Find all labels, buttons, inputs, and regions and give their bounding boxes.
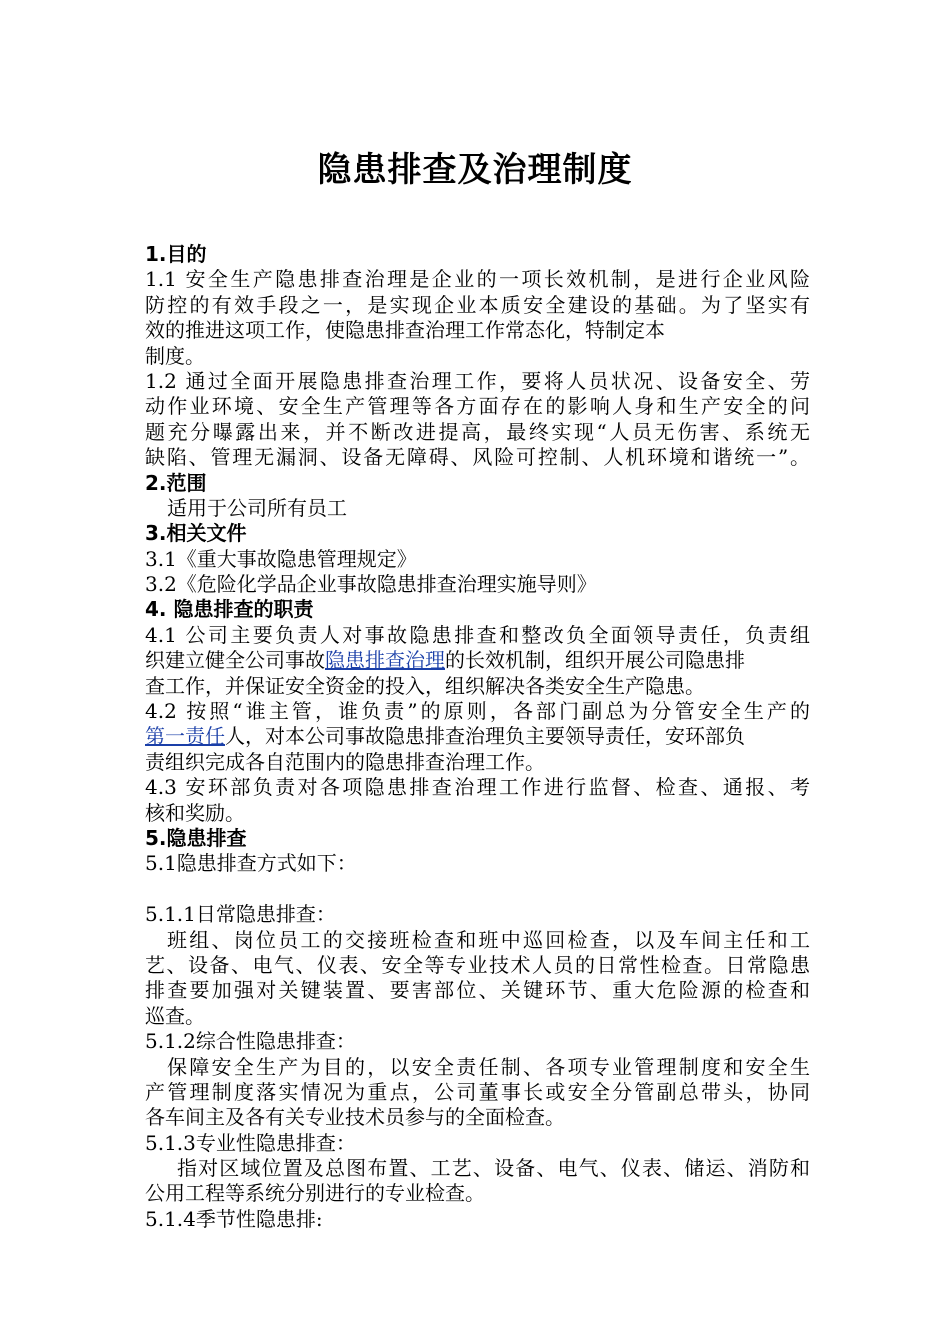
section-heading-related-docs: 3.相关文件 [145, 521, 247, 546]
paragraph-line [145, 724, 810, 749]
paragraph-line: 3.1《重大事故隐患管理规定》 [145, 546, 417, 571]
paragraph-line: 公用工程等系统分别进行的专业检查。 [145, 1181, 485, 1206]
paragraph-line: 排查要加强对关键装置、要害部位、关键环节、重大危险源的检查和 [145, 978, 810, 1003]
paragraph-line: 产管理制度落实情况为重点，公司董事长或安全分管副总带头，协同 [145, 1079, 810, 1104]
paragraph-line: 效的推进这项工作，使隐患排查治理工作常态化，特制定本 [145, 318, 665, 343]
section-heading-purpose: 1.目的 [145, 242, 207, 266]
paragraph-line: 艺、设备、电气、仪表、安全等专业技术人员的日常性检查。日常隐患 [145, 952, 810, 977]
paragraph-line: 1.1 安全生产隐患排查治理是企业的一项长效机制，是进行企业风险 [145, 267, 810, 292]
paragraph-line: 5.1.3专业性隐患排查： [145, 1130, 356, 1155]
paragraph-line: 核和奖励。 [145, 800, 245, 825]
section-heading-responsibilities: 4. 隐患排查的职责 [145, 597, 314, 622]
paragraph-line: 5.1隐患排查方式如下： [145, 851, 357, 876]
paragraph-line: 缺陷、管理无漏洞、设备无障碍、风险可控制、人机环境和谐统一”。 [145, 445, 810, 470]
paragraph-line: 4.1 公司主要负责人对事故隐患排查和整改负全面领导责任，负责组 [145, 622, 810, 647]
paragraph-line: 动作业环境、安全生产管理等各方面存在的影响人身和生产安全的问 [145, 394, 810, 419]
first-responsible-link[interactable]: 第一责任 [145, 724, 225, 749]
document-body [145, 242, 810, 1232]
paragraph-line: 4.2 按照“谁主管，谁负责”的原则，各部门副总为分管安全生产的 [145, 699, 810, 724]
paragraph-line: 责组织完成各自范围内的隐患排查治理工作。 [145, 749, 545, 774]
paragraph-line: 3.2《危险化学品企业事故隐患排查治理实施导则》 [145, 572, 597, 597]
paragraph-line: 各车间主及各有关专业技术员参与的全面检查。 [145, 1105, 565, 1130]
section-heading-scope: 2.范围 [145, 470, 207, 495]
paragraph-line: 防控的有效手段之一，是实现企业本质安全建设的基础。为了坚实有 [145, 292, 810, 317]
paragraph-line: 指对区域位置及总图布置、工艺、设备、电气、仪表、储运、消防和 [177, 1156, 810, 1181]
paragraph-line: 4.3 安环部负责对各项隐患排查治理工作进行监督、检查、通报、考 [145, 775, 810, 800]
hazard-investigation-link[interactable]: 隐患排查治理 [325, 648, 445, 673]
paragraph-line: 查工作，并保证安全资金的投入，组织解决各类安全生产隐患。 [145, 673, 705, 698]
document-title: 隐患排查及治理制度 [317, 150, 633, 190]
paragraph-line: 巡查。 [145, 1003, 205, 1028]
paragraph-line [145, 648, 810, 673]
paragraph-line: 1.2 通过全面开展隐患排查治理工作，要将人员状况、设备安全、劳 [145, 368, 810, 393]
section-heading-investigation: 5.隐患排查 [145, 825, 247, 850]
paragraph-line: 5.1.4季节性隐患排: [145, 1206, 323, 1231]
paragraph-line: 5.1.1日常隐患排查： [145, 902, 336, 927]
paragraph-line: 制度。 [145, 343, 205, 368]
paragraph-line: 题充分曝露出来，并不断改进提高，最终实现“人员无伤害、系统无 [145, 419, 810, 444]
blank-line [145, 877, 810, 902]
paragraph-line: 班组、岗位员工的交接班检查和班中巡回检查，以及车间主任和工 [167, 927, 810, 952]
paragraph-line: 5.1.2综合性隐患排查： [145, 1029, 356, 1054]
paragraph-line: 保障安全生产为目的，以安全责任制、各项专业管理制度和安全生 [167, 1054, 810, 1079]
paragraph-text: 人，对本公司事故隐患排查治理负主要领导责任，安环部负 [225, 724, 745, 749]
paragraph-text: 的长效机制，组织开展公司隐患排 [445, 648, 745, 673]
paragraph-text: 织建立健全公司事故 [145, 648, 325, 673]
paragraph-line: 适用于公司所有员工 [167, 495, 347, 520]
